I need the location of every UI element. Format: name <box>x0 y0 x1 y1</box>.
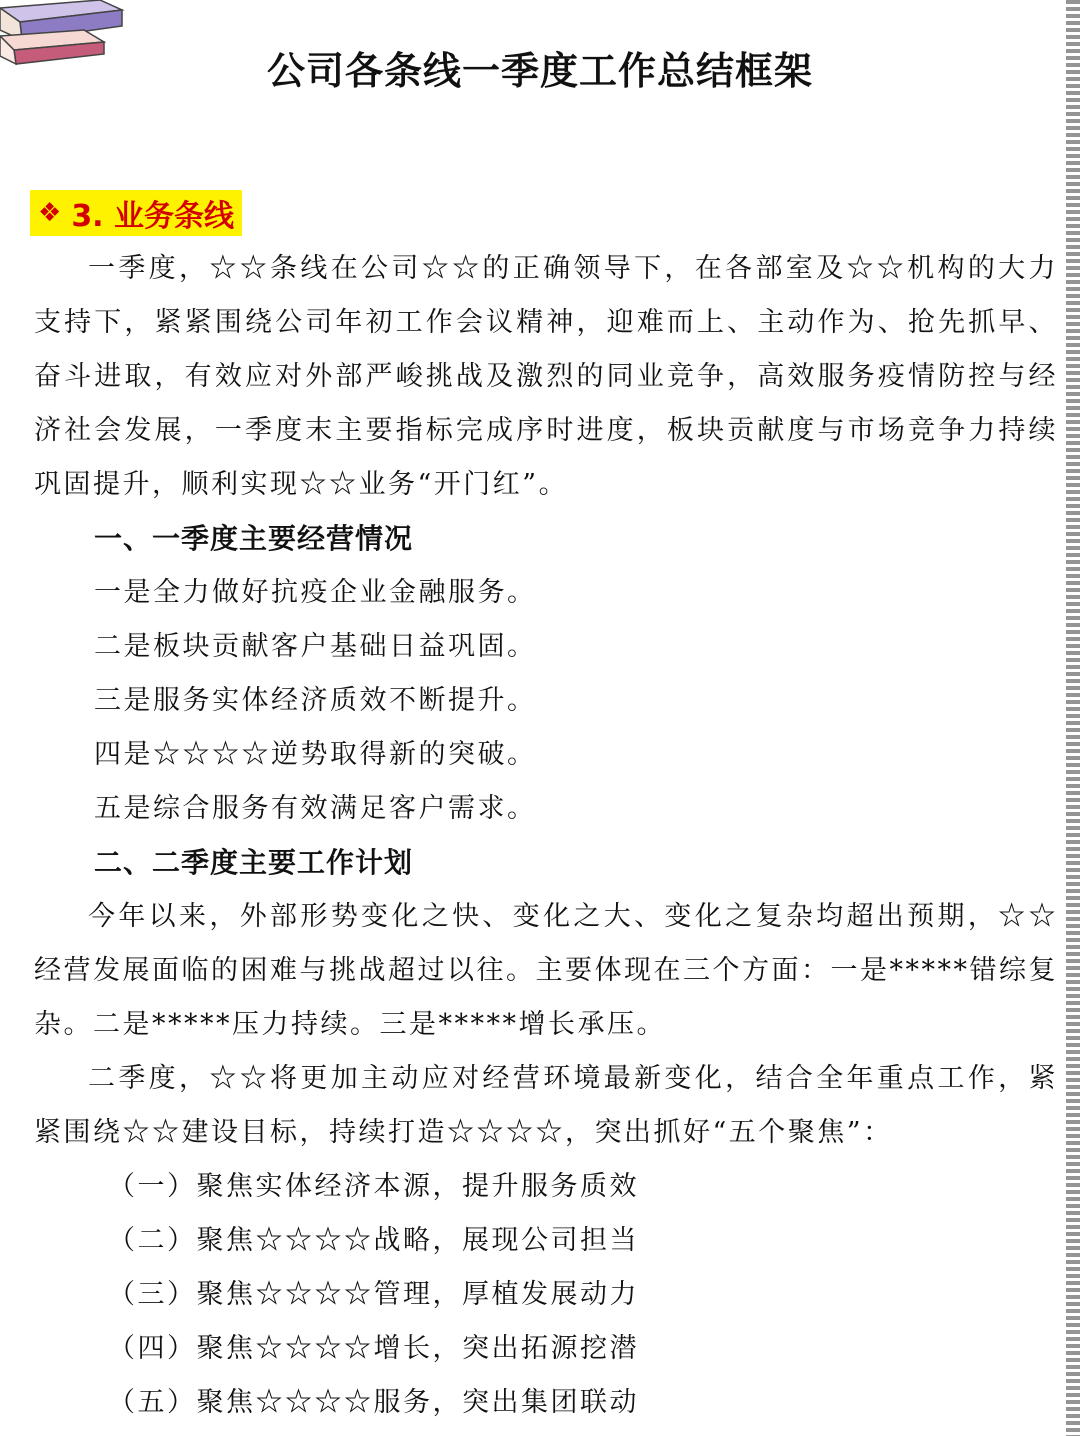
list-item: 四是☆☆☆☆逆势取得新的突破。 <box>94 739 537 770</box>
document-body <box>34 242 1058 1430</box>
page-edge-border <box>1066 0 1080 1436</box>
list-item: 二是板块贡献客户基础日益巩固。 <box>94 631 537 662</box>
focus-item: （五）聚焦☆☆☆☆服务，突出集团联动 <box>108 1387 639 1418</box>
focus-item: （四）聚焦☆☆☆☆增长，突出拓源挖潜 <box>108 1333 639 1364</box>
list-item: 一是全力做好抗疫企业金融服务。 <box>94 577 537 608</box>
part2-heading: 二、二季度主要工作计划 <box>94 846 414 879</box>
list-item: 三是服务实体经济质效不断提升。 <box>94 685 537 716</box>
part2-paragraph-2: 二季度，☆☆将更加主动应对经营环境最新变化，结合全年重点工作，紧紧围绕☆☆建设目标，持续打造☆☆☆☆，突出抓好“五个聚焦”： <box>34 1063 1058 1148</box>
list-item: 五是综合服务有效满足客户需求。 <box>94 793 537 824</box>
intro-paragraph: 一季度，☆☆条线在公司☆☆的正确领导下，在各部室及☆☆机构的大力支持下，紧紧围绕公司年初工作会议精神，迎难而上、主动作为、抢先抓早、奋斗进取，有效应对外部严峻挑战及激烈的同业竞争，高效服务疫情防控与经济社会发展，一季度末主要指标完成序时进度，板块贡献度与市场竞争力持续巩固提升，顺利实现☆☆业务“开门红”。 <box>34 253 1058 500</box>
focus-item: （二）聚焦☆☆☆☆战略，展现公司担当 <box>108 1225 639 1256</box>
part2-paragraph-1: 今年以来，外部形势变化之快、变化之大、变化之复杂均超出预期，☆☆经营发展面临的困难与挑战超过以往。主要体现在三个方面：一是*****错综复杂。二是*****压力持续。三是*****增长承压。 <box>34 901 1058 1040</box>
focus-item: （一）聚焦实体经济本源，提升服务质效 <box>108 1171 639 1202</box>
focus-item: （三）聚焦☆☆☆☆管理，厚植发展动力 <box>108 1279 639 1310</box>
diamond-bullet-icon: ❖ <box>38 198 62 228</box>
section-heading <box>30 190 242 236</box>
part1-heading: 一、一季度主要经营情况 <box>94 522 414 555</box>
page-title: 公司各条线一季度工作总结框架 <box>266 49 813 93</box>
section-heading-text: 3. 业务条线 <box>71 199 235 234</box>
